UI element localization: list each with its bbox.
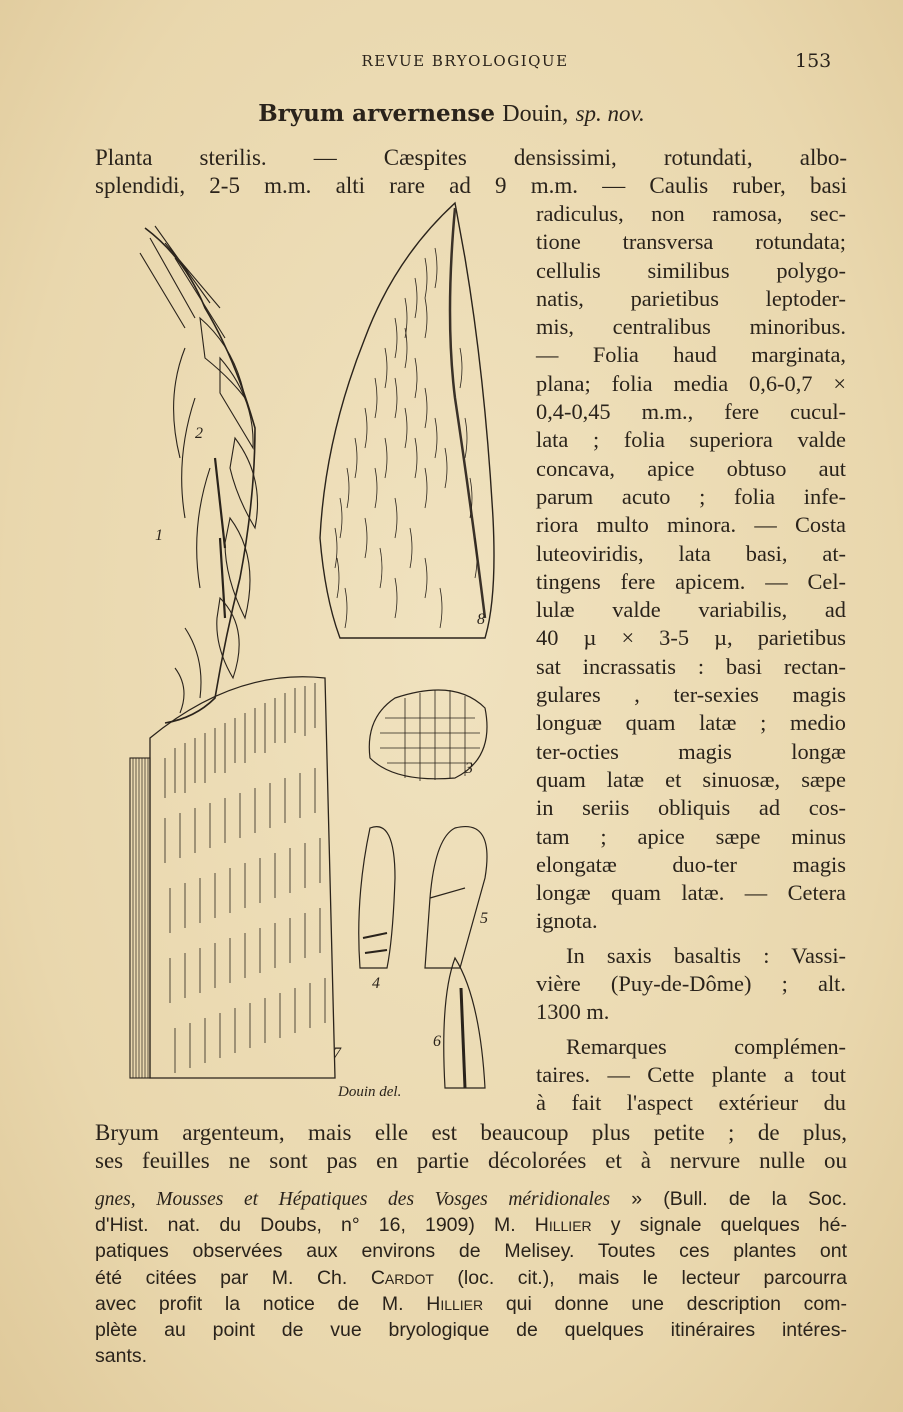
illustrator-signature: Douin del. [338,1084,402,1100]
text-line: mis, centralibus minoribus. [536,314,846,340]
text-line: sat incrassatis : basi rectan- [536,653,846,679]
footnote-line: plète au point de vue bryologique de quelques itinéraires intéres- [95,1318,847,1341]
species-name: Bryum arvernense [258,100,495,127]
footnote-line: gnes, Mousses et Hépatiques des Vosges méridionales » (Bull. de la Soc. [95,1188,848,1210]
text-line: longæ quam latæ. — Cetera [536,880,846,906]
text-line: tione transversa rotundata; [536,229,846,255]
footnote-line: patiques observées aux environs de Melisey. Toutes ces plantes ont [95,1240,847,1263]
text-line: plana; folia media 0,6-0,7 × [536,370,846,396]
locality-line: vière (Puy-de-Dôme) ; alt. [536,971,846,997]
text-line: luteoviridis, lata basi, at- [536,540,846,566]
botanical-figure [125,198,525,1108]
text-line: lulæ valde variabilis, ad [536,597,846,623]
text-line: radiculus, non ramosa, sec- [536,201,846,226]
text-line: 40 µ × 3-5 µ, parietibus [536,625,846,651]
text-line: splendidi, 2-5 m.m. alti rare ad 9 m.m. — Caulis ruber, basi [95,173,847,198]
locality-line: In saxis basaltis : Vassi- [566,942,846,968]
figure-label: 3 [465,760,473,777]
text-line: elongatæ duo-ter magis [536,851,846,877]
figure-label: 2 [195,425,203,442]
text-line: parum acuto ; folia infe- [536,483,846,509]
figure-label: 7 [333,1045,341,1062]
remarks-line: à fait l'aspect extérieur du [536,1090,846,1116]
text-line: ses feuilles ne sont pas en partie décolorées et à nervure nulle ou [95,1148,847,1173]
figure-label: 5 [480,910,488,927]
figure-8-leaf [320,203,494,638]
figure-label: 4 [372,975,380,992]
text-line: ignota. [536,908,598,934]
text-line: gulares , ter-sexies magis [536,682,846,708]
running-head: REVUE BRYOLOGIQUE [361,52,569,70]
moss-illustration [125,198,525,1108]
text-line: in seriis obliquis ad cos- [536,795,846,821]
species-title [0,100,903,128]
footnote-line: sants. [95,1345,148,1368]
species-author: Douin, [502,101,569,127]
figure-label: 8 [477,611,485,628]
footnote-line: avec profit la notice de M. Hillier qui donne une description com- [95,1292,847,1315]
text-line: riora multo minora. — Costa [536,512,846,538]
figure-6-leaf [444,958,485,1088]
page-number: 153 [795,50,832,72]
text-line: lata ; folia superiora valde [536,427,846,453]
text-line: tingens fere apicem. — Cel- [536,568,846,594]
text-line: ter-octies magis longæ [536,738,846,764]
text-line: Planta sterilis. — Cæspites densissimi, rotundati, albo- [95,145,847,170]
remarks-line: Remarques complémen- [566,1033,846,1059]
text-line: concava, apice obtuso aut [536,455,846,481]
figure-7-cells [130,677,335,1078]
footnote [95,1186,847,1369]
text-line: 0,4-0,45 m.m., fere cucul- [536,399,846,425]
figure-label: 6 [433,1033,441,1050]
description-column [536,200,846,1118]
figure-label: 1 [155,527,163,544]
text-line: longuæ quam latæ ; medio [536,710,846,736]
footnote-line: d'Hist. nat. du Doubs, n° 16, 1909) M. Hillier y signale quelques hé- [95,1214,847,1237]
text-line: tam ; apice sæpe minus [536,823,846,849]
text-line: — Folia haud marginata, [536,342,846,368]
remarks-line: taires. — Cette plante a tout [536,1061,846,1087]
figure-1-stem [140,226,258,723]
species-status: sp. nov. [575,101,645,126]
text-line: natis, parietibus leptoder- [536,285,846,311]
figure-4-leaf [359,827,395,968]
locality-line: 1300 m. [536,999,610,1025]
footnote-line: été citées par M. Ch. Cardot (loc. cit.), mais le lecteur parcourra [95,1266,847,1289]
text-line: cellulis similibus polygo- [536,257,846,283]
figure-5-leaf [425,827,487,968]
text-line: quam latæ et sinuosæ, sæpe [536,766,846,792]
text-line: Bryum argenteum, mais elle est beaucoup plus petite ; de plus, [95,1120,847,1145]
